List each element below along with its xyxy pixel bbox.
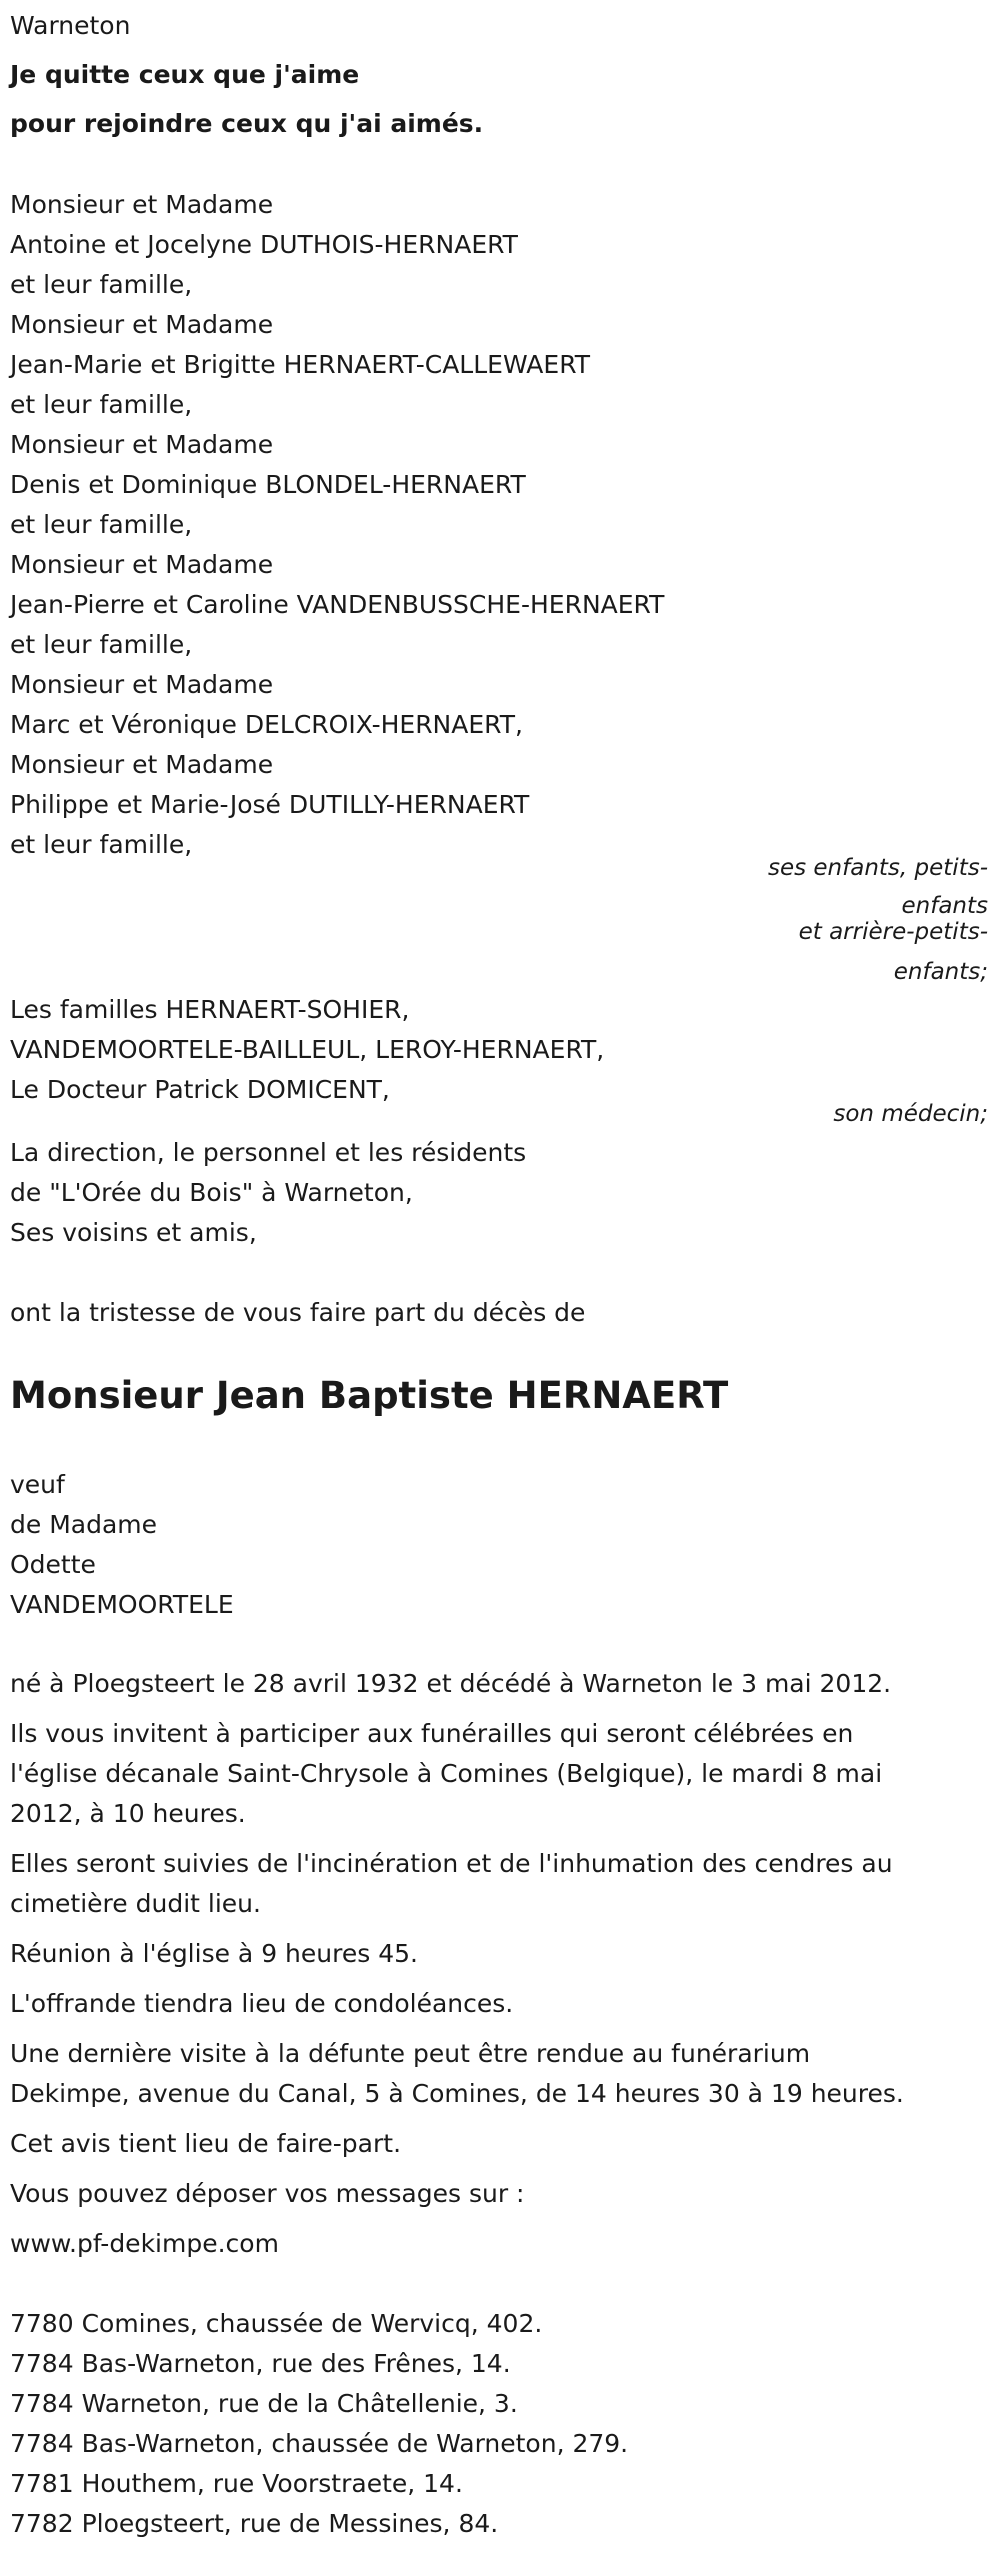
- deceased-name: Monsieur Jean Baptiste HERNAERT: [10, 1374, 729, 1417]
- detail-line: Dekimpe, avenue du Canal, 5 à Comines, de 14 heures 30 à 19 heures.: [10, 2079, 904, 2108]
- family-role-line: enfants: [901, 893, 988, 919]
- quote-line: Je quitte ceux que j'aime: [10, 60, 360, 89]
- family-line: et leur famille,: [10, 510, 193, 539]
- address-line: 7784 Bas-Warneton, rue des Frênes, 14.: [10, 2349, 511, 2378]
- address-line: 7784 Warneton, rue de la Châtellenie, 3.: [10, 2389, 518, 2418]
- announcement: ont la tristesse de vous faire part du décès de: [10, 1298, 586, 1327]
- detail-line: Vous pouvez déposer vos messages sur :: [10, 2179, 525, 2208]
- home-line: La direction, le personnel et les résidents: [10, 1138, 527, 1167]
- relatives-line: VANDEMOORTELE-BAILLEUL, LEROY-HERNAERT,: [10, 1035, 605, 1064]
- doctor-role: son médecin;: [833, 1101, 988, 1127]
- address-line: 7782 Ploegsteert, rue de Messines, 84.: [10, 2509, 499, 2538]
- family-role-line: et arrière-petits-: [798, 919, 988, 945]
- family-line: Philippe et Marie-José DUTILLY-HERNAERT: [10, 790, 530, 819]
- detail-line: 2012, à 10 heures.: [10, 1799, 246, 1828]
- family-line: Monsieur et Madame: [10, 430, 274, 459]
- family-role-line: ses enfants, petits-: [767, 855, 988, 881]
- detail-line: Ils vous invitent à participer aux funérailles qui seront célébrées en: [10, 1719, 854, 1748]
- family-line: et leur famille,: [10, 390, 193, 419]
- detail-line: Réunion à l'église à 9 heures 45.: [10, 1939, 418, 1968]
- family-line: Marc et Véronique DELCROIX-HERNAERT,: [10, 710, 523, 739]
- family-line: et leur famille,: [10, 630, 193, 659]
- website-link[interactable]: www.pf-dekimpe.com: [10, 2229, 279, 2258]
- family-line: Monsieur et Madame: [10, 190, 274, 219]
- family-line: Monsieur et Madame: [10, 310, 274, 339]
- family-line: Antoine et Jocelyne DUTHOIS-HERNAERT: [10, 230, 518, 259]
- family-line: Monsieur et Madame: [10, 750, 274, 779]
- home-line: Ses voisins et amis,: [10, 1218, 257, 1247]
- quote-line: pour rejoindre ceux qu j'ai aimés.: [10, 109, 484, 138]
- detail-line: Cet avis tient lieu de faire-part.: [10, 2129, 402, 2158]
- family-line: Jean-Pierre et Caroline VANDENBUSSCHE-HERNAERT: [10, 590, 665, 619]
- spouse-line: Odette: [10, 1550, 96, 1579]
- address-line: 7781 Houthem, rue Voorstraete, 14.: [10, 2469, 463, 2498]
- detail-line: né à Ploegsteert le 28 avril 1932 et décédé à Warneton le 3 mai 2012.: [10, 1669, 892, 1698]
- address-line: 7780 Comines, chaussée de Wervicq, 402.: [10, 2309, 543, 2338]
- spouse-line: de Madame: [10, 1510, 158, 1539]
- address-line: 7784 Bas-Warneton, chaussée de Warneton, 279.: [10, 2429, 629, 2458]
- detail-line: Elles seront suivies de l'incinération et de l'inhumation des cendres au: [10, 1849, 893, 1878]
- family-role-line: enfants;: [893, 959, 988, 985]
- family-line: Denis et Dominique BLONDEL-HERNAERT: [10, 470, 526, 499]
- spouse-line: veuf: [10, 1470, 65, 1499]
- detail-line: l'église décanale Saint-Chrysole à Comines (Belgique), le mardi 8 mai: [10, 1759, 883, 1788]
- family-line: Monsieur et Madame: [10, 550, 274, 579]
- family-line: Jean-Marie et Brigitte HERNAERT-CALLEWAERT: [10, 350, 591, 379]
- family-line: Monsieur et Madame: [10, 670, 274, 699]
- location-header: Warneton: [10, 11, 131, 40]
- detail-line: cimetière dudit lieu.: [10, 1889, 261, 1918]
- family-line: et leur famille,: [10, 830, 193, 859]
- spouse-line: VANDEMOORTELE: [10, 1590, 234, 1619]
- home-line: de "L'Orée du Bois" à Warneton,: [10, 1178, 413, 1207]
- detail-line: Une dernière visite à la défunte peut être rendue au funérarium: [10, 2039, 811, 2068]
- relatives-line: Le Docteur Patrick DOMICENT,: [10, 1075, 390, 1104]
- relatives-line: Les familles HERNAERT-SOHIER,: [10, 995, 410, 1024]
- detail-line: L'offrande tiendra lieu de condoléances.: [10, 1989, 514, 2018]
- family-line: et leur famille,: [10, 270, 193, 299]
